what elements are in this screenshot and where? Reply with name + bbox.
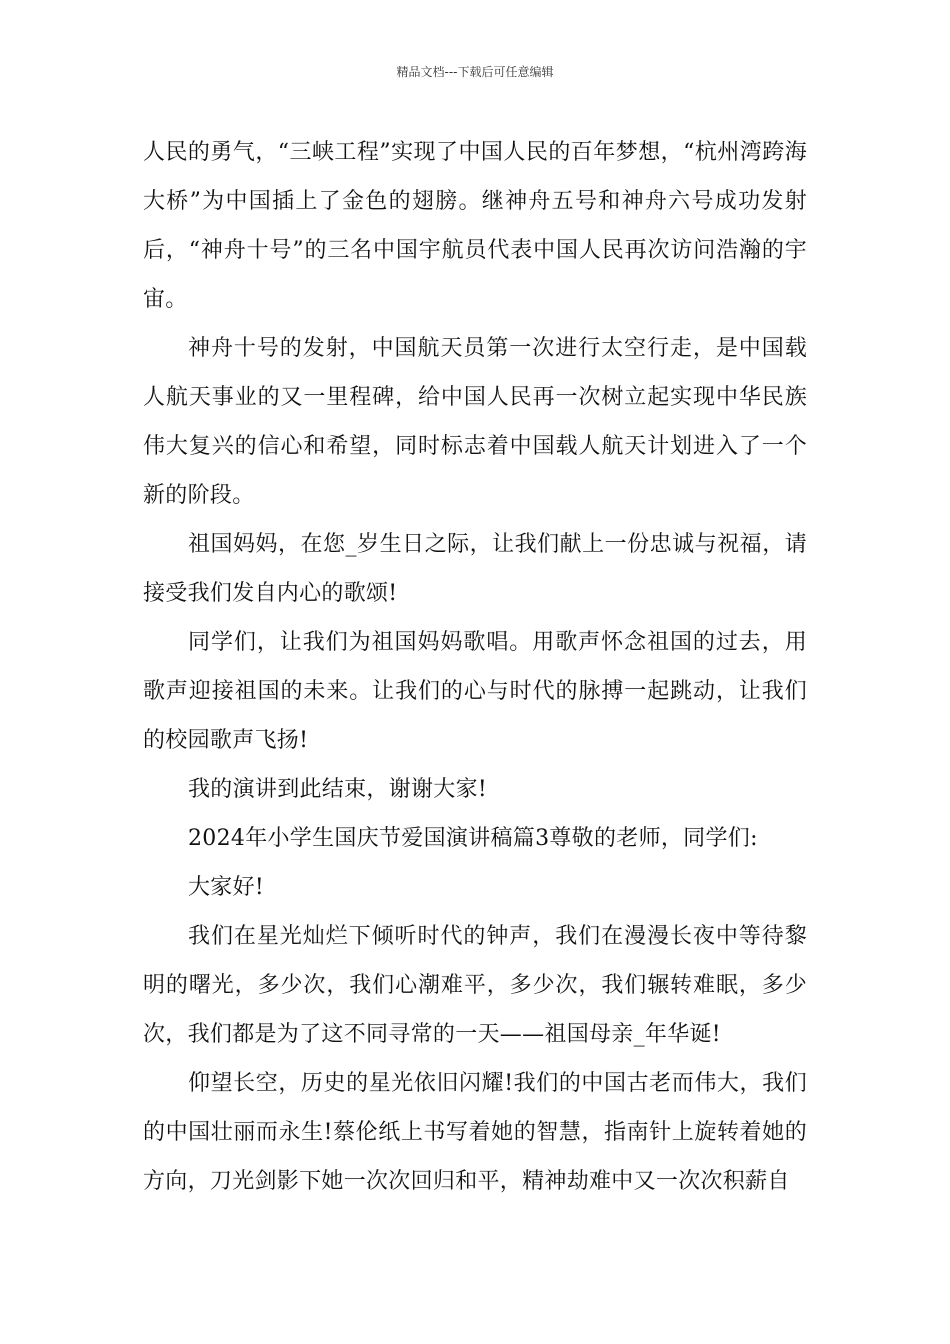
paragraph-8: 我们在星光灿烂下倾听时代的钟声，我们在漫漫长夜中等待黎明的曙光，多少次，我们心潮难平，多少次，我们辗转难眠，多少次，我们都是为了这不同寻常的一天——祖国母亲_年华诞! xyxy=(143,924,807,1047)
document-body xyxy=(143,128,807,1206)
page-header: 精品文档---下载后可任意编辑 xyxy=(396,65,554,79)
paragraph-9: 仰望长空，历史的星光依旧闪耀!我们的中国古老而伟大，我们的中国壮丽而永生!蔡伦纸上书写着她的智慧，指南针上旋转着她的方向，刀光剑影下她一次次回归和平，精神劫难中又一次次积薪自 xyxy=(143,1071,807,1194)
paragraph-7-greeting: 大家好! xyxy=(188,875,265,900)
paragraph-1: 人民的勇气，“三峡工程”实现了中国人民的百年梦想，“杭州湾跨海大桥”为中国插上了金色的翅膀。继神舟五号和神舟六号成功发射后，“神舟十号”的三名中国宇航员代表中国人民再次访问浩瀚的宇宙。 xyxy=(143,140,807,312)
paragraph-2: 神舟十号的发射，中国航天员第一次进行太空行走，是中国载人航天事业的又一里程碑，给中国人民再一次树立起实现中华民族伟大复兴的信心和希望，同时标志着中国载人航天计划进入了一个新的阶段。 xyxy=(143,336,807,508)
paragraph-5: 我的演讲到此结束，谢谢大家! xyxy=(188,777,488,802)
paragraph-4: 同学们，让我们为祖国妈妈歌唱。用歌声怀念祖国的过去，用歌声迎接祖国的未来。让我们的心与时代的脉搏一起跳动，让我们的校园歌声飞扬! xyxy=(143,630,807,753)
paragraph-3: 祖国妈妈，在您_岁生日之际，让我们献上一份忠诚与祝福，请接受我们发自内心的歌颂! xyxy=(143,532,807,606)
paragraph-6-heading: 2024年小学生国庆节爱国演讲稿篇3尊敬的老师，同学们: xyxy=(188,826,758,851)
